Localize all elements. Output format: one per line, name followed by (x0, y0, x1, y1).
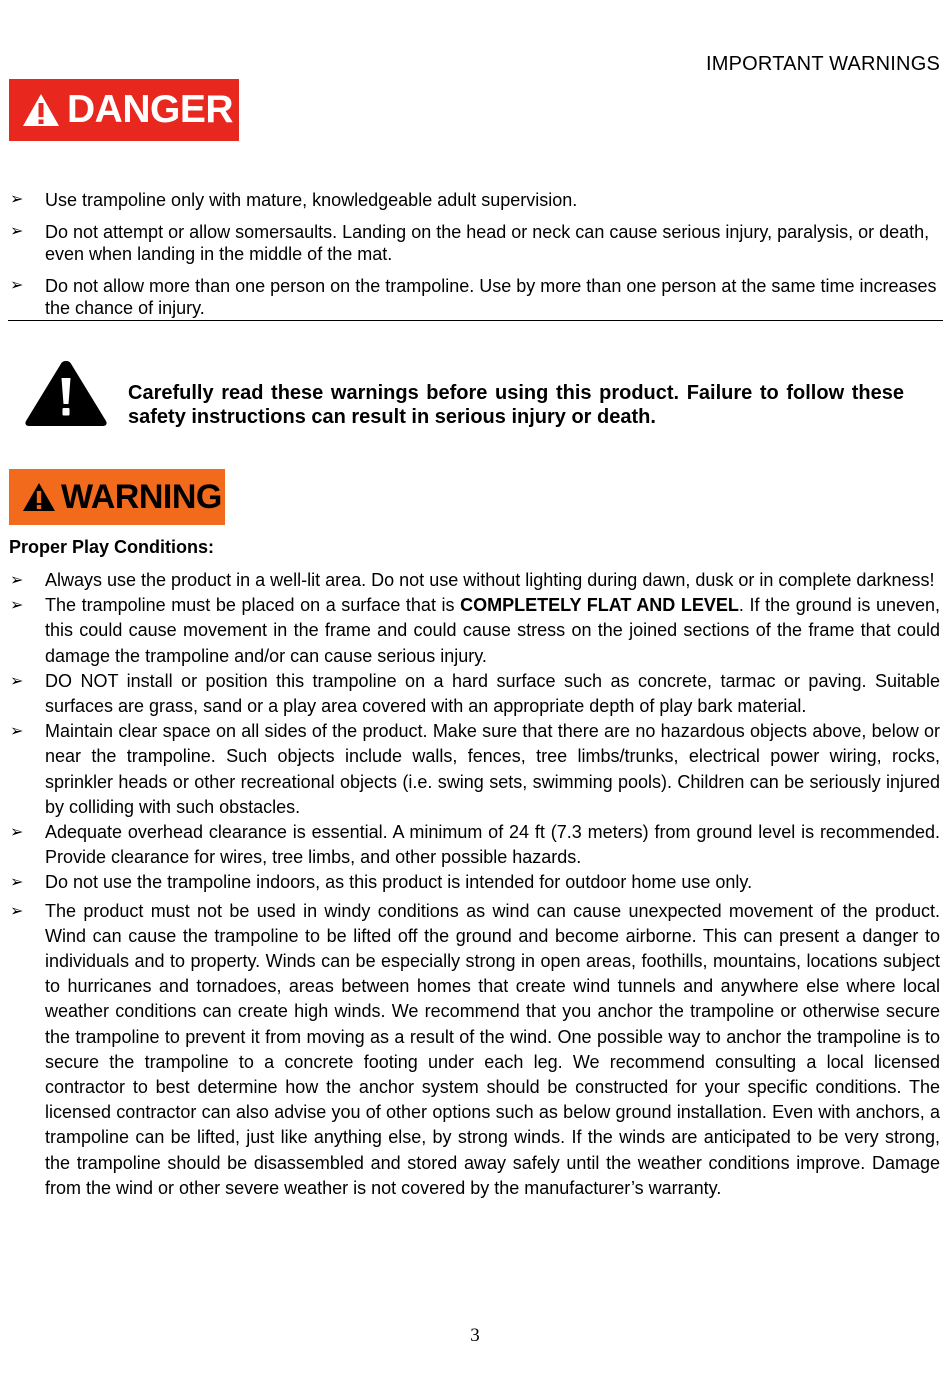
list-item-text: The product must not be used in windy conditions as wind can cause unexpected movement of the product. Wind can cause the trampoline to be lifted off the ground and become airborne. This can present a danger to individuals and to property. Winds can be especially strong in open areas, foothills, mountains, locations subject to hurricanes and tornadoes, areas between homes that create wind tunnels and anywhere else where local weather conditions can create high winds. We recommend that you anchor the trampoline or otherwise secure the trampoline to prevent it from moving as a result of the wind. One possible way to anchor the trampoline is to secure the trampoline to a concrete footing under each leg. We recommend consulting a local licensed contractor to best determine how the anchor system should be constructed for your specific conditions. The licensed contractor can also advise you of other options such as below ground installation. Even with anchors, a trampoline can be lifted, just like anything else, by strong winds. If the winds are anticipated to be very strong, the trampoline should be disassembled and stored away safely until the weather conditions improve. Damage from the wind or other severe weather is not covered by the manufacturer’s warranty. (45, 900, 940, 1198)
list-item-text-part: The trampoline must be placed on a surface that is (45, 595, 461, 616)
list-item (0, 820, 950, 870)
arrow-bullet-icon: ➢ (10, 572, 24, 589)
list-item (0, 899, 950, 1201)
list-item-text-part: . If the ground is uneven, this could cause movement in the frame and could cause stress on the joined sections of the frame that could damage the trampoline and/or can cause serious injury. (45, 595, 941, 666)
list-item-text: Adequate overhead clearance is essential. A minimum of 24 ft (7.3 meters) from ground level is recommended. Provide clearance for wires, tree limbs, and other possible hazards. (45, 822, 940, 868)
arrow-bullet-icon: ➢ (10, 672, 24, 690)
list-item-text: DO NOT install or position this trampoline on a hard surface such as concrete, tarmac or paving. Suitable surfaces are grass, sand or a play area covered with an appropriate depth of play bark material. (45, 670, 940, 717)
page-header-title: IMPORTANT WARNINGS (706, 53, 940, 75)
arrow-bullet-icon: ➢ (10, 723, 24, 741)
danger-label-text: DANGER (67, 88, 234, 131)
arrow-bullet-icon: ➢ (10, 223, 24, 240)
arrow-bullet-icon: ➢ (10, 824, 24, 842)
list-item (0, 669, 950, 719)
danger-label (9, 79, 239, 141)
emphasis-text: COMPLETELY FLAT AND LEVEL (460, 595, 739, 616)
danger-list (0, 189, 950, 329)
list-item (0, 593, 950, 669)
list-item (0, 275, 950, 319)
list-item (0, 719, 950, 820)
list-item-text (45, 595, 940, 665)
arrow-bullet-icon: ➢ (10, 597, 24, 615)
list-item-text: Do not allow more than one person on the trampoline. Use by more than one person at the same time increases the chance of injury. (45, 276, 937, 318)
warning-label (9, 469, 225, 525)
exclamation-triangle-icon (23, 358, 109, 428)
list-item (0, 221, 950, 265)
arrow-bullet-icon: ➢ (10, 874, 24, 892)
list-item-text: Always use the product in a well-lit area. Do not use without lighting during dawn, dusk or in complete darkness! (45, 570, 935, 590)
list-item-text: Use trampoline only with mature, knowledgeable adult supervision. (45, 190, 578, 210)
section-heading: Proper Play Conditions: (9, 537, 215, 557)
divider (8, 320, 943, 321)
arrow-bullet-icon: ➢ (10, 191, 24, 208)
list-item-text: Maintain clear space on all sides of the product. Make sure that there are no hazardous objects above, below or near the trampoline. Such objects include walls, fences, tree limbs/trunks, electrical power wiring, rocks, sprinkler heads or other recreational objects (i.e. swing sets, swimming pools). Children can be seriously injured by colliding with such obstacles. (45, 721, 940, 817)
list-item (0, 189, 950, 211)
arrow-bullet-icon: ➢ (10, 277, 24, 294)
list-item (0, 568, 950, 593)
arrow-bullet-icon: ➢ (10, 902, 24, 920)
list-item-text: Do not attempt or allow somersaults. Landing on the head or neck can cause serious injury, paralysis, or death, even when landing in the middle of the mat. (45, 222, 930, 264)
warning-triangle-icon (21, 481, 57, 513)
list-item (0, 870, 950, 895)
warning-triangle-icon (21, 92, 61, 128)
page-number: 3 (470, 1325, 480, 1346)
warning-label-text: WARNING (61, 477, 222, 516)
list-item-text: Do not use the trampoline indoors, as this product is intended for outdoor home use only. (45, 872, 753, 893)
alert-message: Carefully read these warnings before using this product. Failure to follow these safety instructions can result in serious injury or death. (128, 382, 904, 428)
play-conditions-list (0, 568, 950, 1201)
